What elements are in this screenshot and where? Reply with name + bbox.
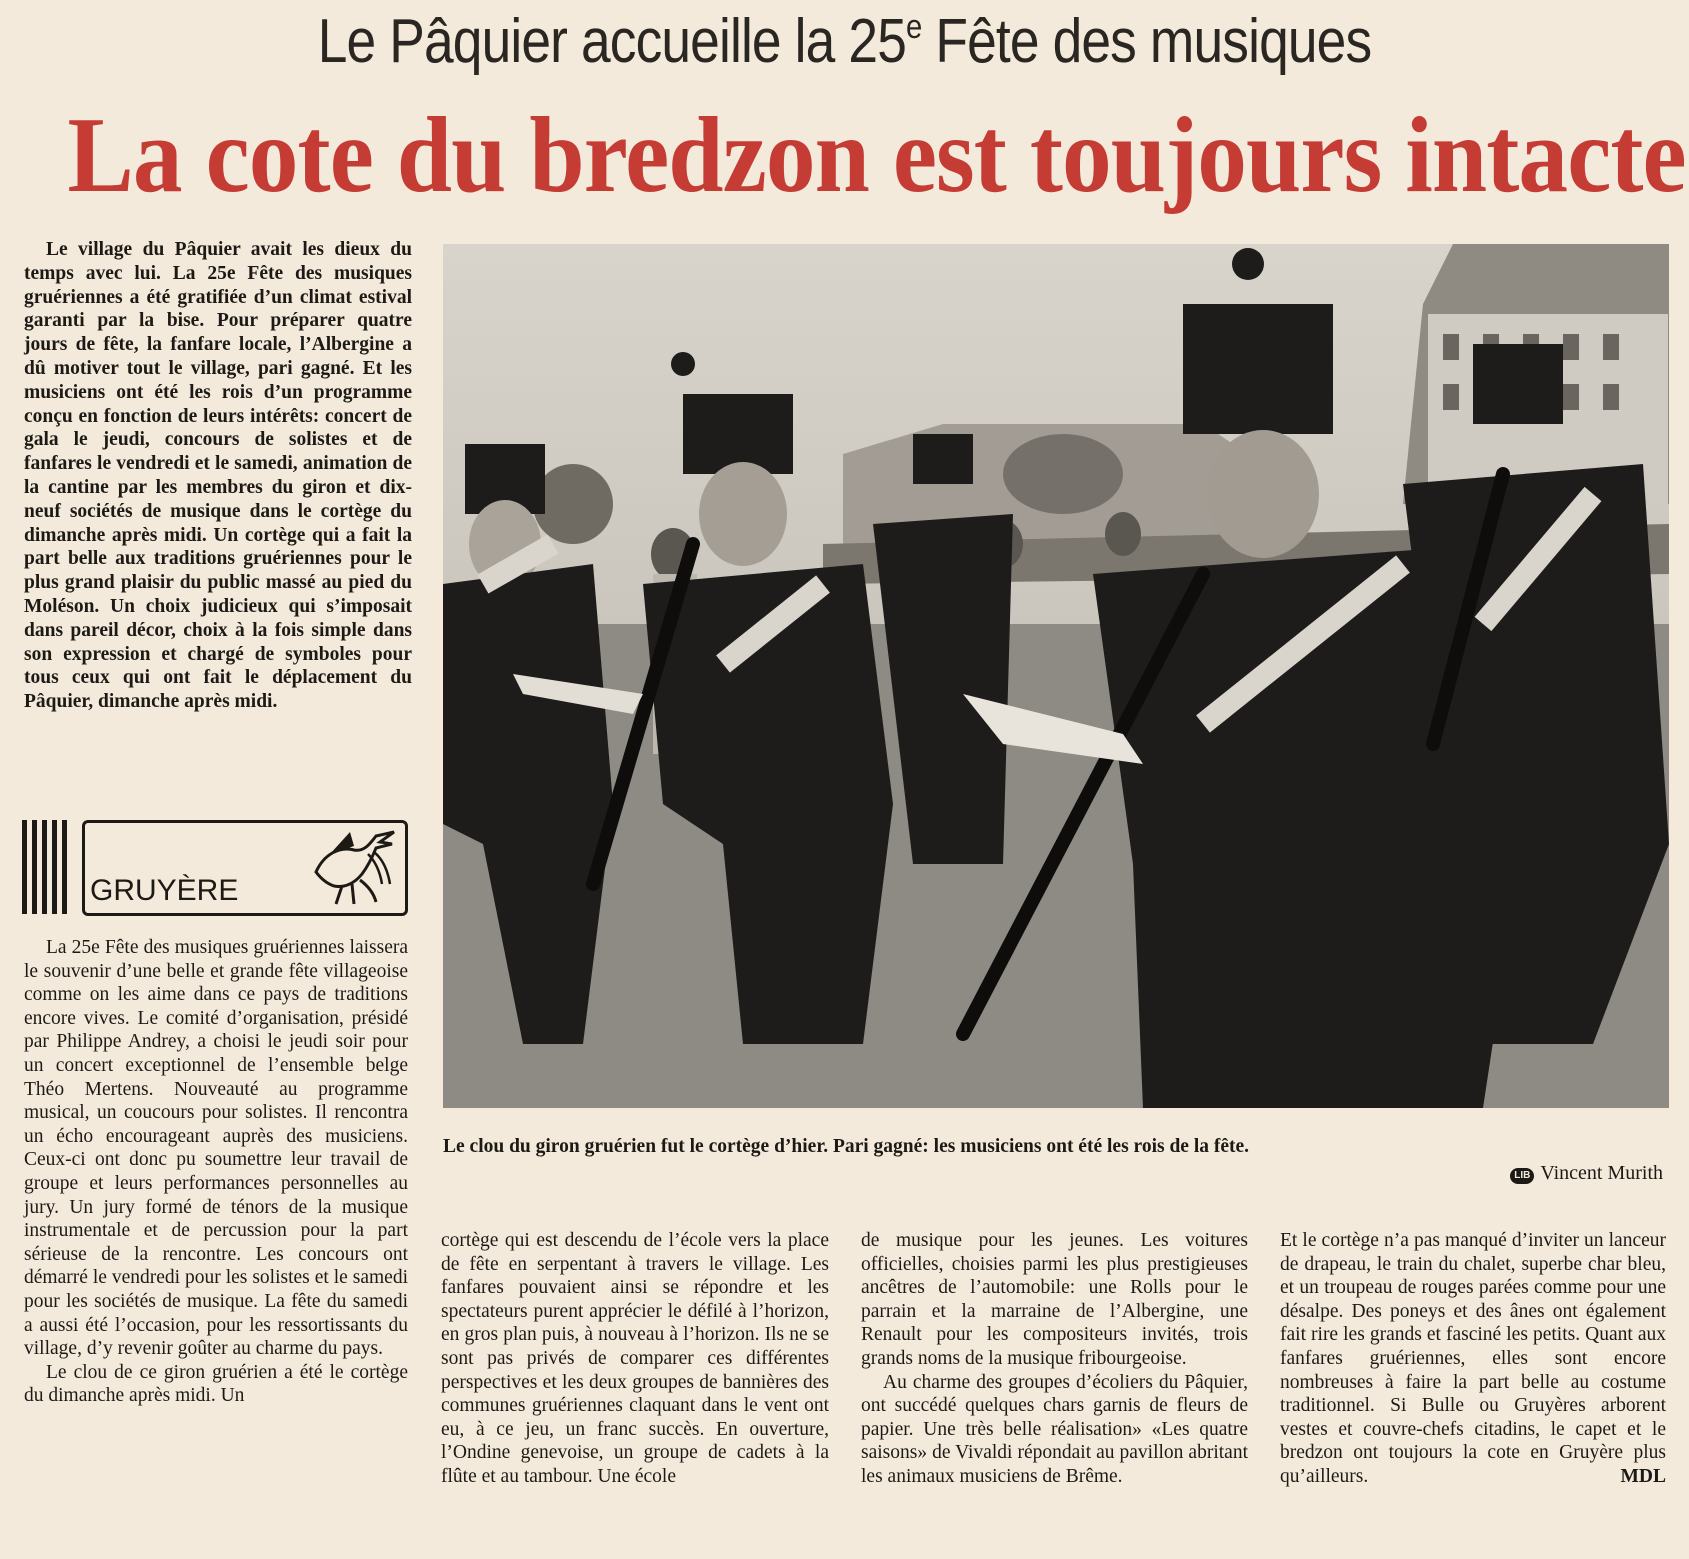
gruyere-logo [22, 818, 406, 916]
column-1-paragraph-2: Le clou de ce giron gruérien a été le cortège du dimanche après midi. Un [24, 1361, 408, 1407]
parade-photo [443, 244, 1669, 1108]
credit-badge: LIB [1510, 1168, 1534, 1184]
article-column-2 [441, 1229, 829, 1489]
lead-text: Le village du Pâquier avait les dieux du temps avec lui. La 25e Fête des musiques gruériennes a été gratifiée d’un climat estival garanti par la bise. Pour préparer quatre jours de fête, la fanfare locale, l’Albergine a dû motiver tout le village, pari gagné. Et les musiciens ont été les rois d’un programme conçu en fonction de leurs intérêts: concert de gala le jeudi, concours de solistes et de fanfares le vendredi et le samedi, animation de la cantine par les membres du giron et dix-neuf sociétés de musique dans le cortège du dimanche après midi. Un cortège qui a fait la part belle aux traditions gruériennes pour le plus grand plaisir du public massé au pied du Moléson. Un choix judicieux qui s’imposait dans pareil décor, choix à la fois simple dans son expression et chargé de symboles pour tous ceux qui ont fait le déplacement du Pâquier, dimanche après midi. [24, 239, 412, 713]
logo-word: GRUYÈRE [90, 874, 239, 907]
column-2-paragraph: cortège qui est descendu de l’école vers la place de fête en serpentant à travers le village. Les fanfares pouvaient ainsi se répondre et les spectateurs purent apprécier le défilé à l’horizon, en gros plan puis, à nouveau à l’horizon. Ils ne se sont pas privés de comparer ces différentes perspectives et les deux groupes de bannières des communes gruériennes claquant dans le vent ont eu, à ce jeu, un franc succès. En ouverture, l’Ondine genevoise, un groupe de cadets à la flûte et au tambour. Une école [441, 1230, 829, 1487]
author-signature: MDL [1620, 1465, 1666, 1487]
kicker-text-end: Fête des musiques [921, 7, 1372, 76]
logo-bars [22, 820, 74, 914]
kicker-superscript: e [906, 8, 922, 46]
article-column-3 [861, 1229, 1248, 1489]
photo-caption: Le clou du giron gruérien fut le cortège d’hier. Pari gagné: les musiciens ont été les rois de la fête. [443, 1136, 1250, 1157]
photo-credit [1510, 1162, 1663, 1185]
column-4-paragraph [1280, 1229, 1666, 1489]
column-4-text: Et le cortège n’a pas manqué d’inviter un lanceur de drapeau, le train du chalet, superbe char bleu, et un troupeau de rouges parées comme pour une désalpe. Des poneys et des ânes ont également fait rire les grands et fasciné les petits. Quant aux fanfares gruériennes, elles sont encore nombreuses à faire la part belle au costume traditionnel. Si Bulle ou Gruyères arborent vestes et couvre-chefs citadins, le capet et le bredzon ont toujours la cote en Gruyère plus qu’ailleurs. [1280, 1230, 1666, 1487]
kicker-headline [118, 6, 1571, 77]
article-column-4 [1280, 1229, 1666, 1489]
crane-icon [310, 824, 398, 908]
photo-image [443, 244, 1669, 1108]
lead-paragraph [24, 238, 412, 714]
article-column-1 [24, 936, 408, 1408]
column-3-paragraph-1: de musique pour les jeunes. Les voitures officielles, choisies parmi les plus prestigieuses ancêtres de l’automobile: une Rolls pour le parrain et la marraine de l’Albergine, une Renault pour les compositeurs invités, trois grands noms de la musique fribourgeoise. [861, 1230, 1248, 1369]
kicker-text: Le Pâquier accueille la 25 [317, 7, 907, 76]
column-3-paragraph-2: Au charme des groupes d’écoliers du Pâquier, ont succédé quelques chars garnis de fleurs de papier. Une très belle réalisation» «Les quatre saisons» de Vivaldi répondait au pavillon abritant les animaux musiciens de Brême. [861, 1371, 1248, 1487]
main-headline: La cote du bredzon est toujours intacte [67, 96, 1686, 215]
credit-name: Vincent Murith [1540, 1162, 1663, 1184]
column-1-paragraph-1: La 25e Fête des musiques gruériennes laissera le souvenir d’une belle et grande fête villageoise comme on les aime dans ce pays de traditions encore vives. Le comité d’organisation, présidé par Philippe Andrey, a choisi le jeudi soir pour un concert exceptionnel de l’ensemble belge Théo Mertens. Nouveauté au programme musical, un coucours pour solistes. Il rencontra un écho encourageant auprès des musiciens. Ceux-ci ont donc pu soumettre leur travail de groupe et leurs performances personnelles au jury. Un jury formé de ténors de la musique instrumentale et de percussion pour la part sérieuse de la rencontre. Les concours ont démarré le vendredi pour les solistes et le samedi pour les sociétés de musique. La fête du samedi a aussi été l’occasion, pour les ressortissants du village, d’y revenir goûter au charme du pays. [24, 937, 408, 1360]
